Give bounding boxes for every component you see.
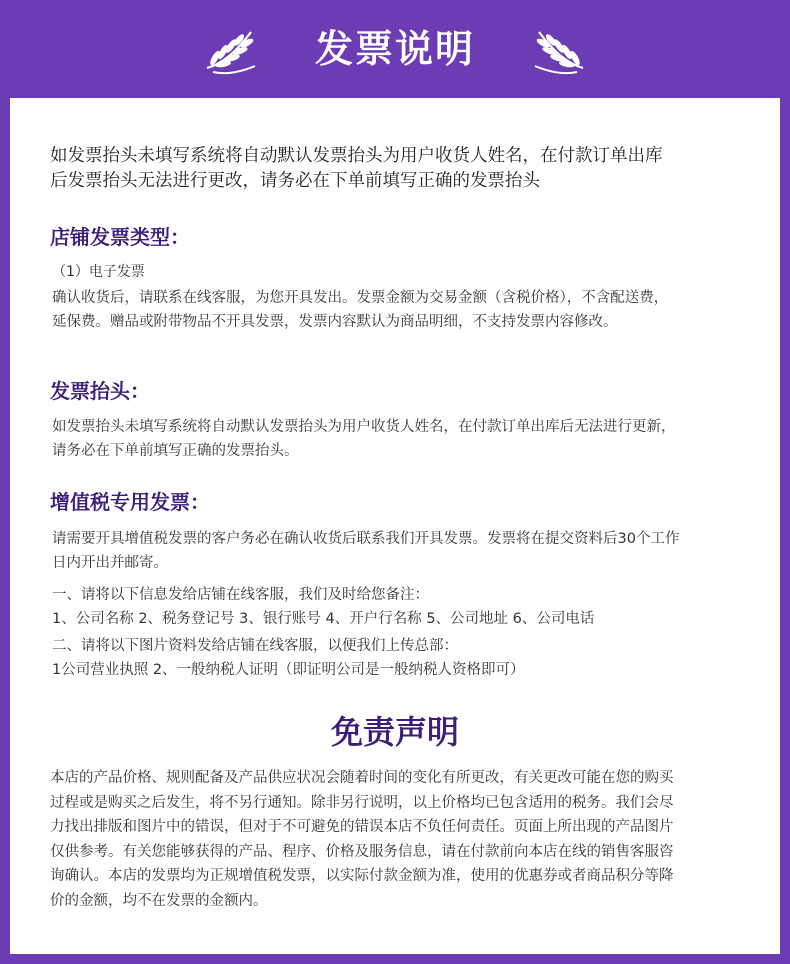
disclaimer-text [50, 766, 756, 913]
text-line: 询确认。本店的发票均为正规增值税发票，以实际付款金额为准，使用的优惠券或者商品积分等降 [50, 868, 674, 884]
disclaimer-heading: 免责声明 [330, 713, 459, 751]
text-line: 确认收货后，请联系在线客服，为您开具发出。发票金额为交易金额（含税价格），不含配送费， [52, 290, 669, 306]
store-invoice-heading: 店铺发票类型： [50, 225, 190, 249]
text-line: 请需要开具增值税发票的客户务必在确认收货后联系我们开具发票。发票将在提交资料后30个工作 [52, 531, 680, 547]
vat-step-one [52, 583, 772, 631]
step-title: 一、请将以下信息发给店铺在线客服，我们及时给您备注： [52, 587, 429, 603]
invoice-header-text [52, 415, 772, 463]
invoice-header-heading: 发票抬头： [50, 379, 150, 403]
store-invoice-subtitle: （1）电子发票 [52, 264, 145, 280]
step-items: 1公司营业执照 2、一般纳税人证明（即证明公司是一般纳税人资格即可） [52, 662, 525, 678]
intro-line: 如发票抬头未填写系统将自动默认发票抬头为用户收货人姓名，在付款订单出库 [50, 146, 663, 166]
text-line: 如发票抬头未填写系统将自动默认发票抬头为用户收货人姓名，在付款订单出库后无法进行更新， [52, 419, 676, 435]
step-title: 二、请将以下图片资料发给店铺在线客服，以便我们上传总部： [52, 638, 458, 654]
intro-line: 后发票抬头无法进行更改，请务必在下单前填写正确的发票抬头 [50, 171, 540, 191]
text-line: 仅供参考。有关您能够获得的产品、程序、价格及服务信息，请在付款前向本店在线的销售客服咨 [50, 843, 674, 860]
page-title: 发票说明 [314, 27, 475, 71]
text-line: 力找出排版和图片中的错误，但对于不可避免的错误本店不负任何责任。页面上所出现的产品图片 [50, 819, 674, 835]
vat-invoice-text [52, 527, 772, 575]
text-line: 请务必在下单前填写正确的发票抬头。 [52, 443, 299, 459]
vat-step-two [52, 634, 772, 682]
content-panel [10, 98, 780, 954]
step-items: 1、公司名称 2、税务登记号 3、银行账号 4、开户行名称 5、公司地址 6、公司电话 [52, 611, 595, 627]
text-line: 日内开出并邮寄。 [52, 555, 168, 571]
intro-text [50, 144, 770, 194]
text-line: 价的金额，均不在发票的金额内。 [50, 892, 268, 909]
laurel-icon [199, 22, 261, 76]
page-header [0, 0, 790, 98]
text-line: 过程或是购买之后发生，将不另行通知。除非另行说明，以上价格均已包含适用的税务。我们会尽 [50, 794, 674, 811]
store-invoice-text [52, 286, 772, 334]
laurel-icon [529, 22, 591, 76]
text-line: 延保费。赠品或附带物品不开具发票，发票内容默认为商品明细，不支持发票内容修改。 [52, 314, 618, 330]
text-line: 本店的产品价格、规则配备及产品供应状况会随着时间的变化有所更改，有关更改可能在您的购买 [50, 770, 674, 786]
vat-invoice-heading: 增值税专用发票： [50, 490, 210, 514]
